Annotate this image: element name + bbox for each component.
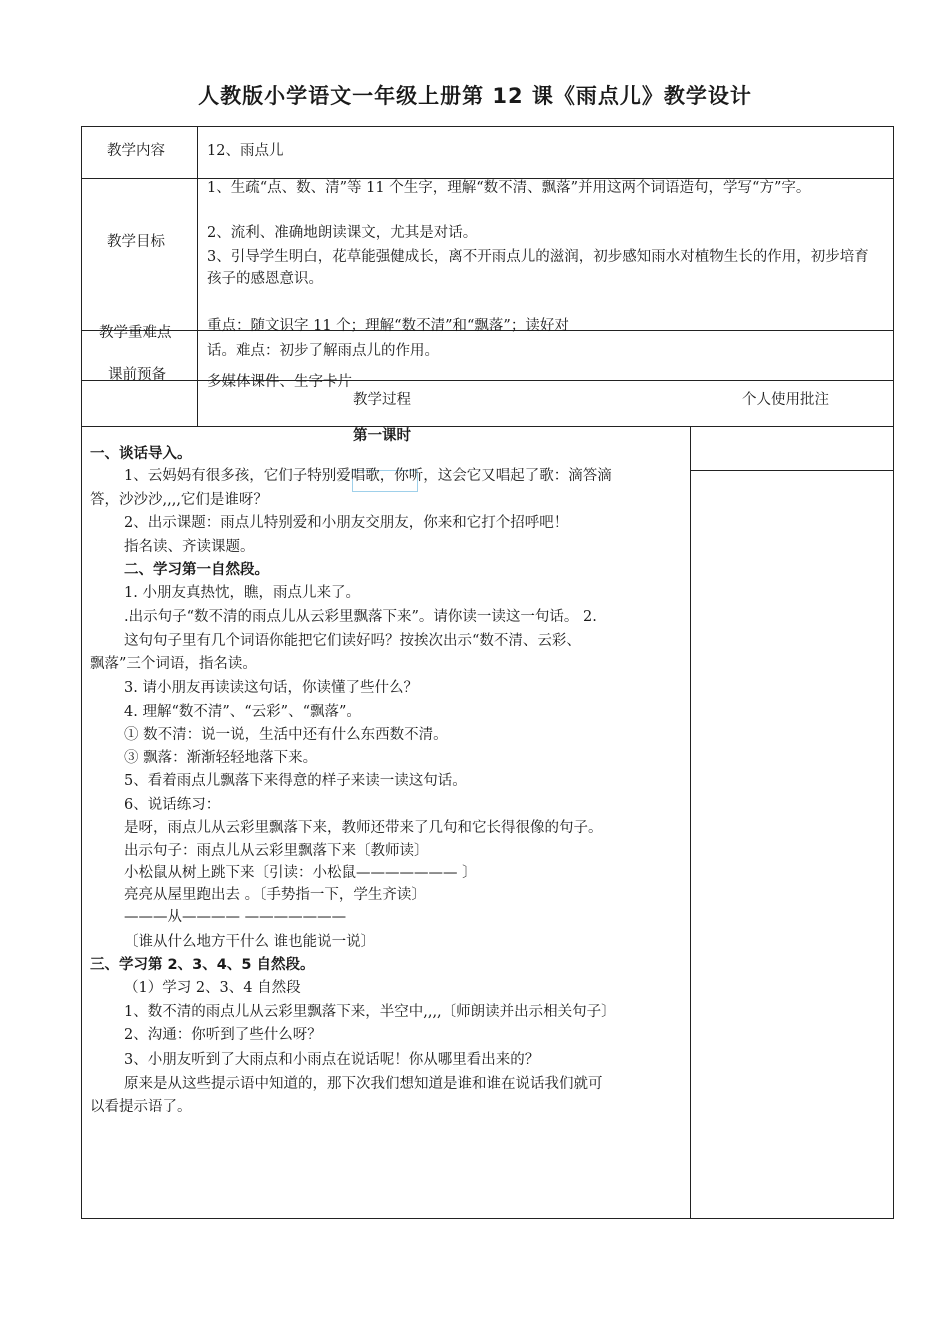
paragraph-line: 2、出示课题：雨点儿特别爱和小朋友交朋友，你来和它打个招呼吧！ — [124, 515, 569, 531]
paragraph-line: 出示句子：雨点儿从云彩里飘落下来〔教师读〕 — [124, 843, 429, 859]
goals-label: 教学目标 — [107, 234, 165, 250]
row-divider — [81, 380, 894, 381]
paragraph-line: 小松鼠从树上跳下来〔引读：小松鼠——————— 〕 — [124, 865, 477, 881]
keypoints-text: 重点：随文识字 11 个；理解“数不清”和“飘落”；读好对 — [207, 318, 569, 334]
paragraph-line: 3. 请小朋友再读读这句话，你读懂了些什么？ — [124, 680, 418, 696]
paragraph-line: 答，沙沙沙,,,,它们是谁呀？ — [90, 492, 268, 508]
paragraph-line: 这句句子里有几个词语你能把它们读好吗？按挨次出示“数不清、云彩、 — [124, 633, 581, 649]
paragraph-line: 1、云妈妈有很多孩，它们子特别爱唱歌，你听，这会它又唱起了歌：滴答滴 — [124, 468, 612, 484]
paragraph-line: ① 数不清：说一说，生活中还有什么东西数不清。 — [124, 727, 448, 743]
paragraph-line: .出示句子“数不清的雨点儿从云彩里飘落下来”。请你读一读这一句话。 2. — [124, 609, 597, 625]
paragraph-line: 1. 小朋友真热忱，瞧，雨点儿来了。 — [124, 585, 360, 601]
notes-label: 个人使用批注 — [742, 392, 829, 408]
paragraph-line: 2、沟通：你听到了些什么呀？ — [124, 1027, 322, 1043]
paragraph-line: 5、看着雨点儿飘落下来得意的样子来读一读这句话。 — [124, 773, 467, 789]
content-value: 12、雨点儿 — [207, 143, 284, 159]
paragraph-line: ———从———— ——————— — [124, 909, 347, 925]
paragraph-line: 指名读、齐读课题。 — [124, 539, 255, 555]
goal-item: 3、引导学生明白，花草能强健成长，离不开雨点儿的滋润，初步感知雨水对植物生长的作用，初步培育孩子的感恩意识。 — [207, 249, 869, 287]
paragraph-line: 〔谁从什么地方干什么 谁也能说一说〕 — [124, 934, 376, 950]
paragraph-line: 是呀，雨点儿从云彩里飘落下来，教师还带来了几句和它长得很像的句子。 — [124, 820, 603, 836]
goal-item: 1、生疏“点、数、清”等 11 个生字，理解“数不清、飘落”并用这两个词语造句，学写“方”字。 — [207, 180, 811, 196]
page-title: 人教版小学语文一年级上册第 12 课《雨点儿》教学设计 — [198, 84, 752, 108]
content-label: 教学内容 — [107, 143, 165, 159]
paragraph-line: （1）学习 2、3、4 自然段 — [124, 980, 301, 996]
paragraph-line: ③ 飘落：渐渐轻轻地落下来。 — [124, 750, 318, 766]
goal-item: 2、流利、准确地朗读课文，尤其是对话。 — [207, 225, 478, 241]
notes-column-divider — [690, 426, 691, 1219]
section-heading: 二、学习第一自然段。 — [124, 562, 269, 578]
notes-row-divider — [690, 470, 894, 471]
keypoints-label: 教学重难点 — [99, 325, 172, 341]
prep-label: 课前预备 — [108, 367, 166, 383]
header-column-divider — [197, 126, 198, 427]
paragraph-line: 4. 理解“数不清”、“云彩”、“飘落”。 — [124, 704, 361, 720]
process-label: 教学过程 — [353, 392, 411, 408]
paragraph-line: 1、数不清的雨点儿从云彩里飘落下来，半空中,,,,〔师朗读并出示相关句子〕 — [124, 1004, 616, 1020]
section-heading: 三、学习第 2、3、4、5 自然段。 — [90, 957, 315, 973]
keypoints-text: 话。难点：初步了解雨点儿的作用。 — [207, 343, 439, 359]
paragraph-line: 3、小朋友听到了大雨点和小雨点在说话呢！你从哪里看出来的？ — [124, 1052, 540, 1068]
paragraph-line: 原来是从这些提示语中知道的，那下次我们想知道是谁和谁在说话我们就可 — [124, 1076, 603, 1092]
section-heading: 一、谈话导入。 — [90, 446, 192, 462]
paragraph-line: 飘落”三个词语，指名读。 — [90, 656, 257, 672]
paragraph-line: 6、说话练习： — [124, 797, 221, 813]
prep-value: 多媒体课件、生字卡片 — [207, 374, 352, 390]
paragraph-line: 以看提示语了。 — [90, 1099, 192, 1115]
paragraph-line: 亮亮从屋里跑出去 。〔手势指一下，学生齐读〕 — [124, 887, 426, 903]
lesson-title: 第一课时 — [353, 428, 411, 444]
